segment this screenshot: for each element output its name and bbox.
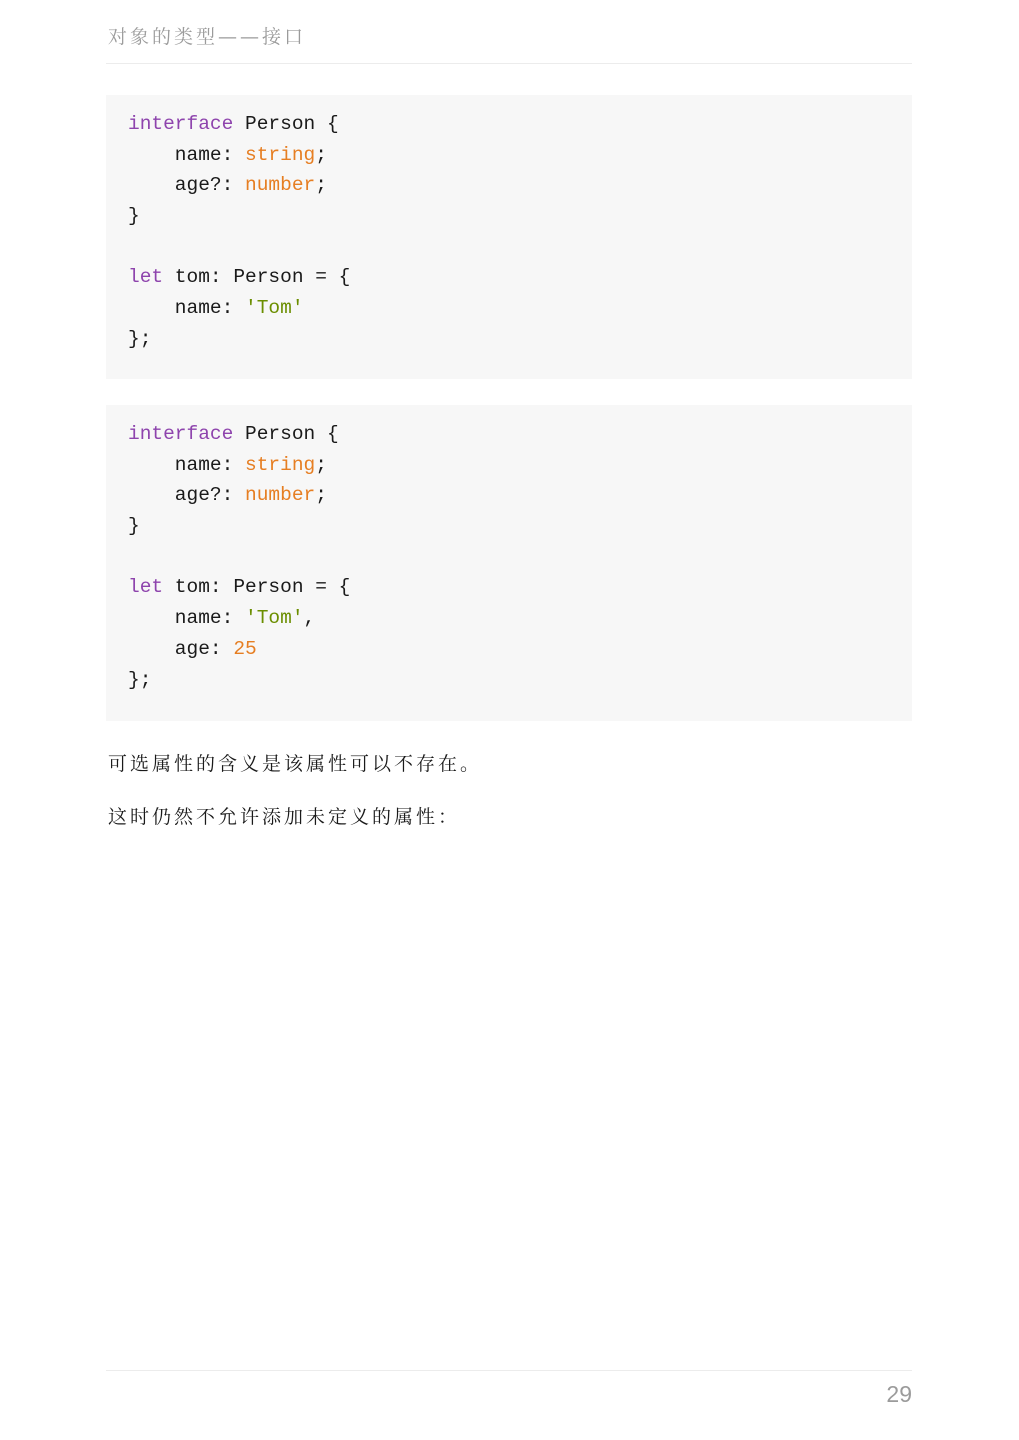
footer-divider (106, 1370, 912, 1371)
code-text: Person { (233, 113, 339, 135)
code-line (128, 324, 890, 355)
code-line (128, 170, 890, 201)
code-line-blank (128, 232, 890, 263)
code-line (128, 262, 890, 293)
code-type: string (245, 453, 316, 476)
code-text: , (303, 607, 316, 630)
code-text: name: (128, 143, 246, 166)
code-text: tom: Person = { (163, 576, 351, 599)
code-block-optional-present (106, 405, 912, 721)
code-line (128, 572, 890, 603)
code-string: 'Tom' (245, 607, 304, 630)
page-number: 29 (886, 1381, 912, 1407)
code-line (128, 511, 890, 542)
code-text: } (128, 515, 140, 538)
code-text: }; (128, 327, 152, 350)
code-text: ; (315, 484, 327, 507)
code-type: number (245, 174, 316, 197)
code-line (128, 293, 890, 324)
code-text: name: (128, 453, 246, 476)
code-line (128, 419, 890, 450)
code-text: age: (128, 637, 234, 660)
code-type: string (245, 143, 316, 166)
code-line (128, 140, 890, 171)
code-keyword: let (128, 576, 164, 599)
code-line (128, 109, 890, 140)
code-text: ; (315, 143, 327, 166)
code-keyword: let (128, 266, 164, 289)
code-keyword: interface (128, 113, 234, 135)
paragraph-optional-meaning: 可选属性的含义是该属性可以不存在。 (108, 753, 483, 775)
code-type: number (245, 484, 316, 507)
code-text: age?: (128, 174, 246, 197)
code-text: } (128, 205, 140, 228)
code-line (128, 450, 890, 481)
code-line (128, 603, 890, 634)
code-line (128, 665, 890, 696)
header-divider (106, 63, 912, 64)
code-text: }; (128, 668, 152, 691)
paragraph-no-undefined-props: 这时仍然不允许添加未定义的属性： (108, 806, 461, 828)
code-text: name: (128, 607, 246, 630)
code-number: 25 (233, 637, 257, 660)
code-text: ; (315, 174, 327, 197)
code-text: Person { (233, 423, 339, 445)
code-line (128, 201, 890, 232)
code-text: age?: (128, 484, 246, 507)
code-line-blank (128, 542, 890, 573)
code-text: name: (128, 297, 246, 320)
code-line (128, 634, 890, 665)
running-header-title: 对象的类型——接口 (108, 26, 307, 48)
code-string: 'Tom' (245, 297, 304, 320)
code-keyword: interface (128, 423, 234, 445)
code-block-optional-omitted (106, 95, 912, 379)
code-text: ; (315, 453, 327, 476)
code-text: tom: Person = { (163, 266, 351, 289)
code-line (128, 480, 890, 511)
